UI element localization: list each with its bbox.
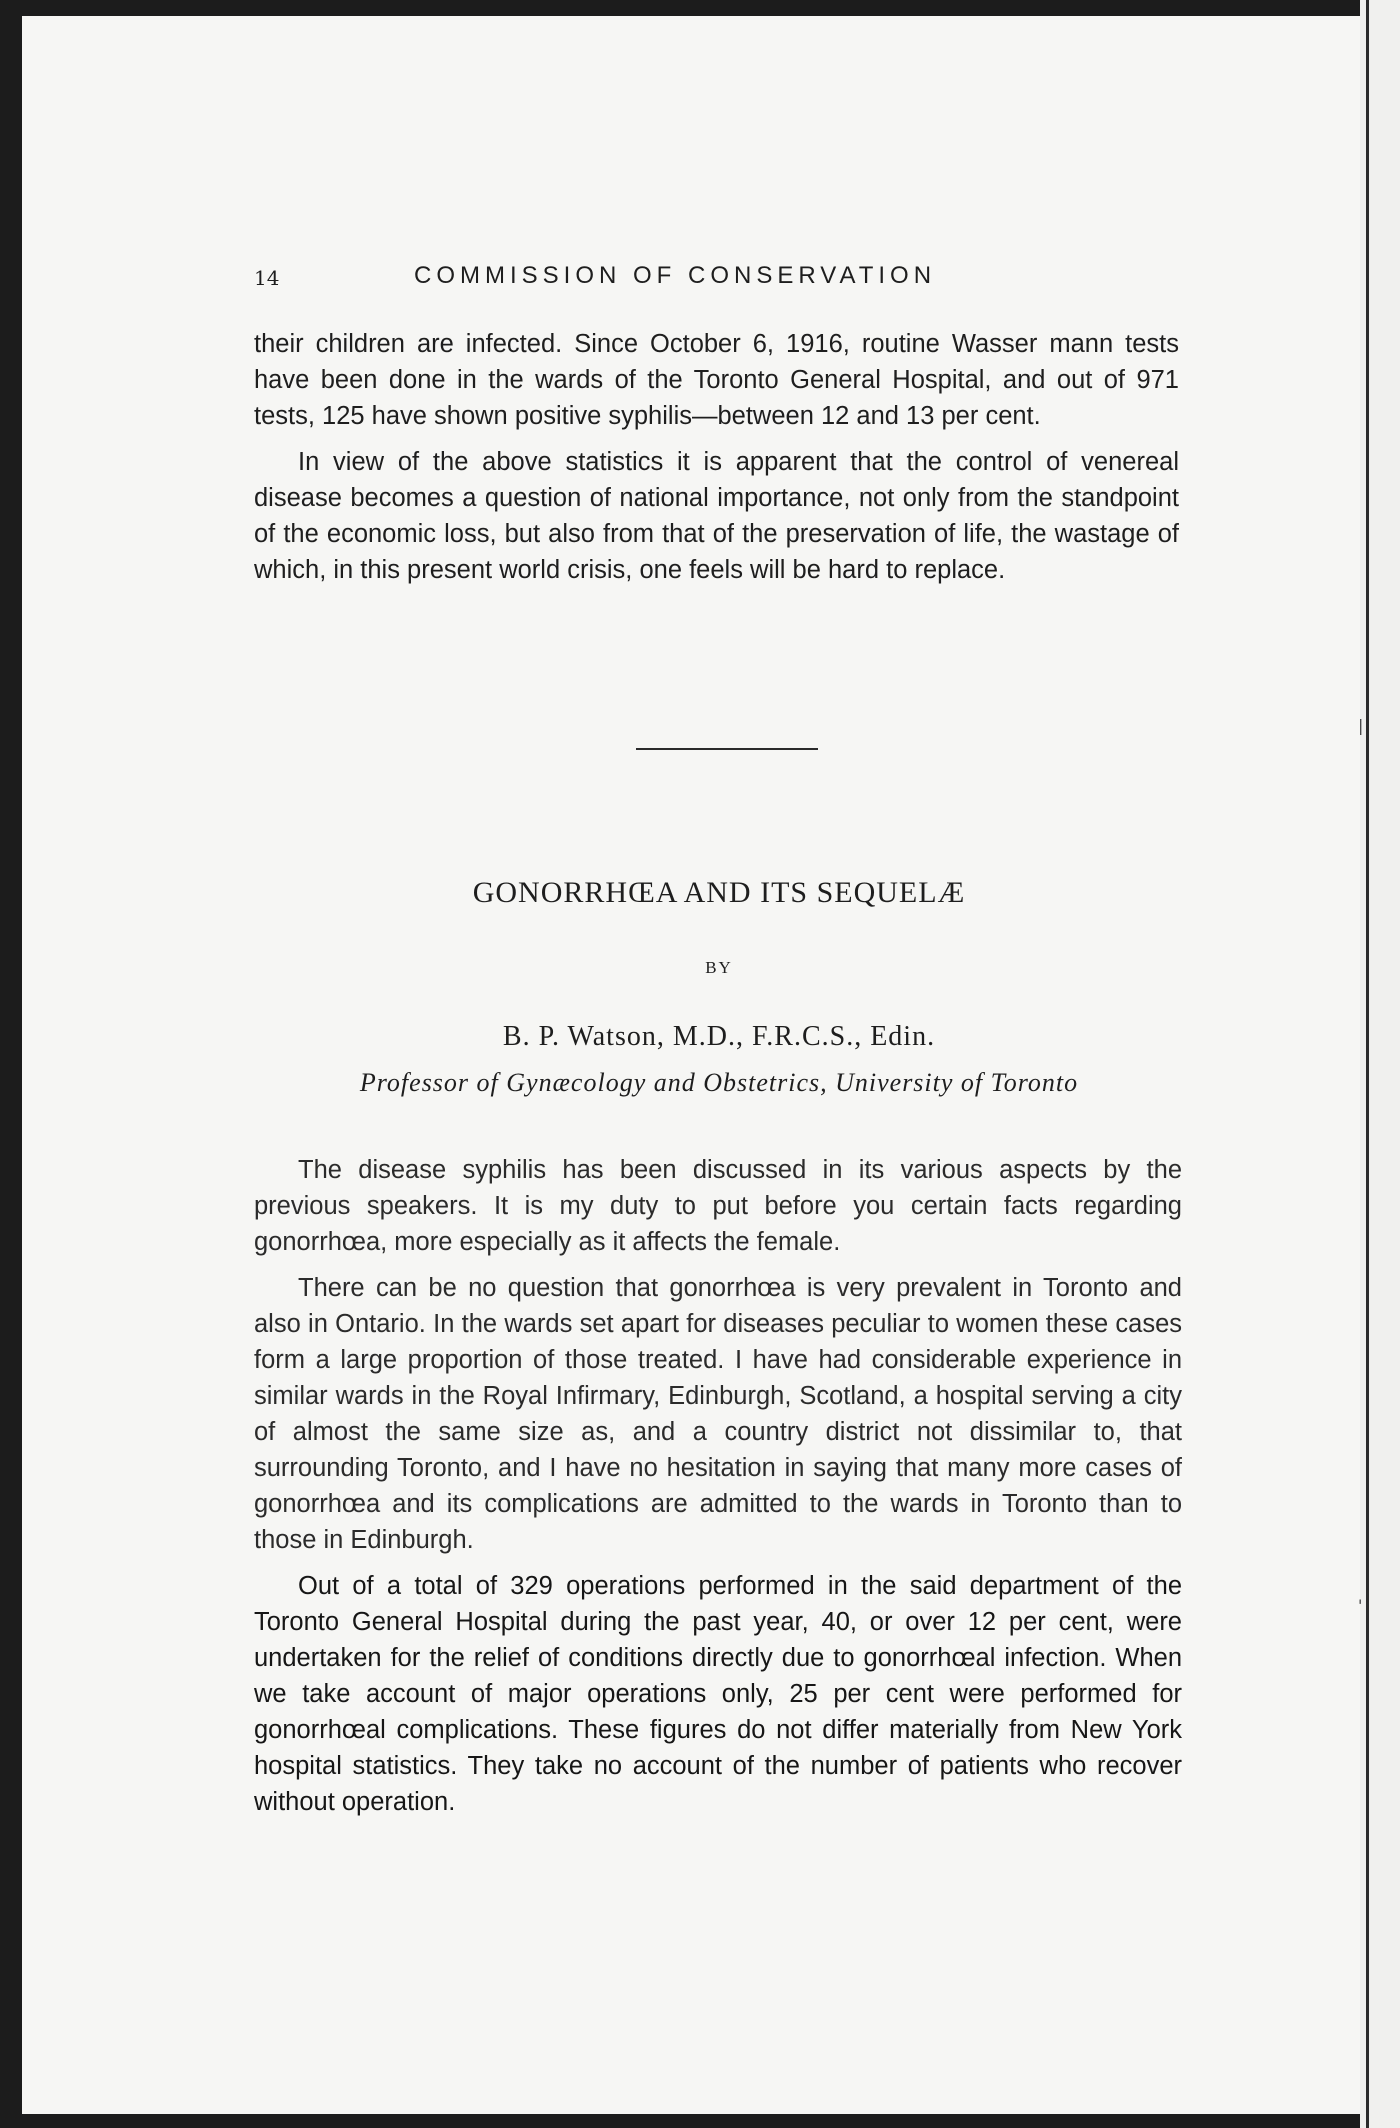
- page-number: 14: [254, 266, 280, 290]
- document-page: [22, 16, 1364, 2114]
- scan-border-left: [0, 0, 22, 2128]
- paragraph: their children are infected. Since October 6, 1916, routine Wasser mann tests have been done in the wards of the Toronto General Hospital, and out of 971 tests, 125 have shown positive syphilis—between 12 and 13 per cent.: [254, 330, 1179, 430]
- article-body: [254, 1152, 1182, 1820]
- paragraph: The disease syphilis has been discussed in its various aspects by the previous speakers. It is my duty to put before you certain facts regarding gonorrhœa, more especially as it affects the female.: [254, 1156, 1182, 1256]
- paragraph: There can be no question that gonorrhœa is very prevalent in Toronto and also in Ontario. In the wards set apart for diseases peculiar to women these cases form a large proportion of those treated. I have had considerable experience in similar wards in the Royal Infirmary, Edinburgh, Scotland, a hospital serving a city of almost the same size as, and a country district not dissimilar to, that surrounding Toronto, and I have no hesitation in saying that many more cases of gonorrhœa and its complications are admitted to the wards in Toronto than to those in Edinburgh.: [254, 1274, 1182, 1554]
- scan-border-bottom: [0, 2114, 1400, 2128]
- binding-mark: ': [1358, 1596, 1363, 1615]
- continued-text: [254, 326, 1179, 588]
- binding-mark: |: [1358, 716, 1364, 735]
- byline: BY: [705, 958, 733, 977]
- paragraph: In view of the above statistics it is apparent that the control of venereal disease becomes a question of national importance, not only from the standpoint of the economic loss, but also from that of the preservation of life, the wastage of which, in this present world crisis, one feels will be hard to replace.: [254, 448, 1179, 584]
- running-title: COMMISSION OF CONSERVATION: [414, 262, 937, 289]
- scan-border-top: [0, 0, 1400, 16]
- scan-border-right: [1360, 0, 1400, 2128]
- section-divider: [636, 748, 818, 750]
- paragraph: Out of a total of 329 operations performed in the said department of the Toronto General Hospital during the past year, 40, or over 12 per cent, were undertaken for the relief of conditions directly due to gonorrhœal infection. When we take account of major operations only, 25 per cent were performed for gonorrhœal complications. These figures do not differ materially from New York hospital statistics. They take no account of the number of patients who recover without operation.: [254, 1572, 1182, 1816]
- author-affiliation: Professor of Gynæcology and Obstetrics, University of Toronto: [359, 1068, 1079, 1097]
- author-name: B. P. Watson, M.D., F.R.C.S., Edin.: [502, 1021, 936, 1052]
- running-header: [254, 260, 1184, 300]
- article-title: GONORRHŒA AND ITS SEQUELÆ: [472, 876, 966, 909]
